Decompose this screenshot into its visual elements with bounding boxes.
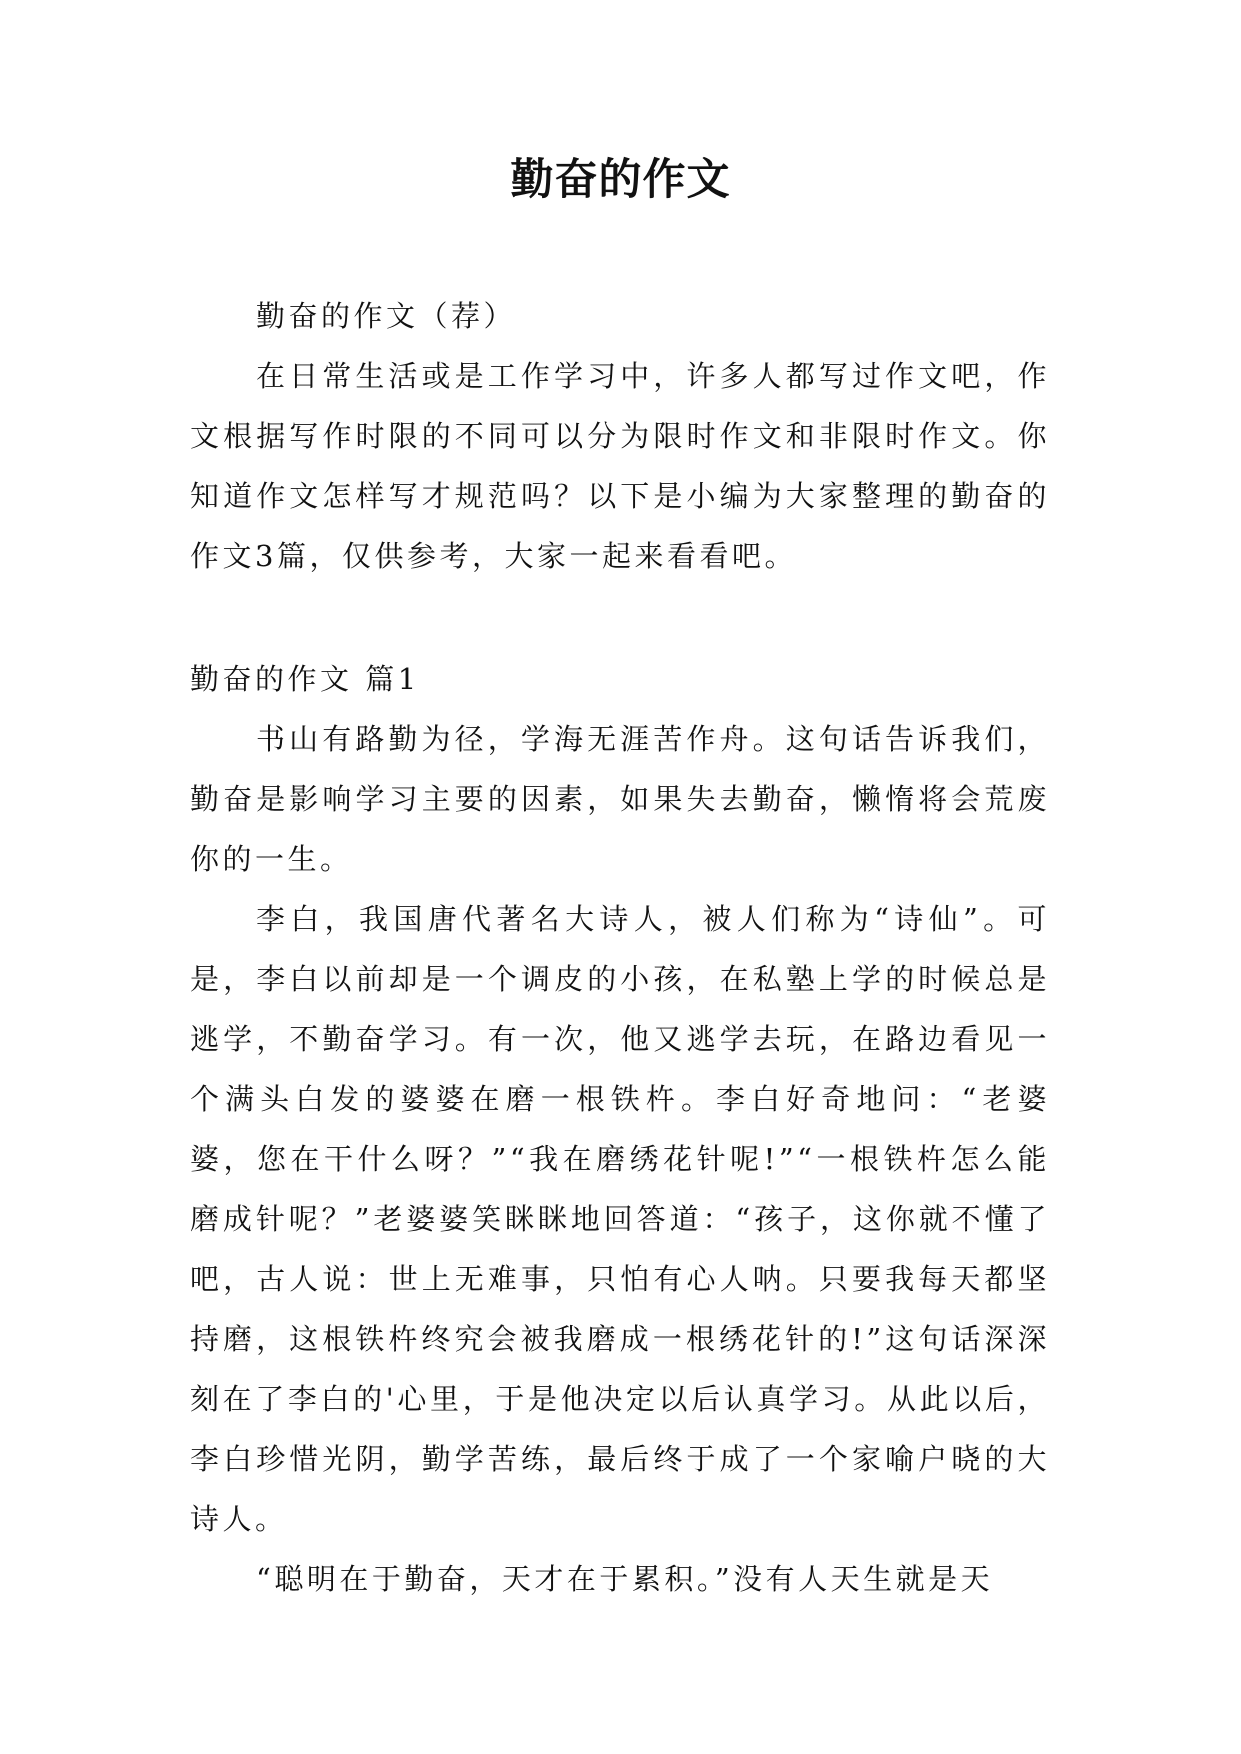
section-paragraph-1: 书山有路勤为径，学海无涯苦作舟。这句话告诉我们，勤奋是影响学习主要的因素，如果失去勤奋，懒惰将会荒废你的一生。 [190,722,1050,876]
intro-subtitle: 勤奋的作文（荐） [256,299,517,333]
document-title: 勤奋的作文 [510,155,731,205]
section-heading: 勤奋的作文 篇1 [190,662,420,696]
document-body [190,286,1050,1609]
section-paragraph-3: “聪明在于勤奋，天才在于累积。”没有人天生就是天 [256,1562,994,1596]
section-gap [190,586,1050,649]
section-paragraph-2: 李白，我国唐代著名大诗人，被人们称为“诗仙”。可是，李白以前却是一个调皮的小孩，在私塾上学的时候总是逃学，不勤奋学习。有一次，他又逃学去玩，在路边看见一个满头白发的婆婆在磨一根铁杵。李白好奇地问：“老婆婆，您在干什么呀？”“我在磨绣花针呢!”“一根铁杵怎么能磨成针呢？”老婆婆笑眯眯地回答道：“孩子，这你就不懂了吧，古人说：世上无难事，只怕有心人呐。只要我每天都坚持磨，这根铁杵终究会被我磨成一根绣花针的!”这句话深深刻在了李白的'心里，于是他决定以后认真学习。从此以后，李白珍惜光阴，勤学苦练，最后终于成了一个家喻户晓的大诗人。 [190,902,1050,1536]
intro-paragraph: 在日常生活或是工作学习中，许多人都写过作文吧，作文根据写作时限的不同可以分为限时作文和非限时作文。你知道作文怎样写才规范吗？以下是小编为大家整理的勤奋的作文3篇，仅供参考，大家一起来看看吧。 [190,359,1050,573]
